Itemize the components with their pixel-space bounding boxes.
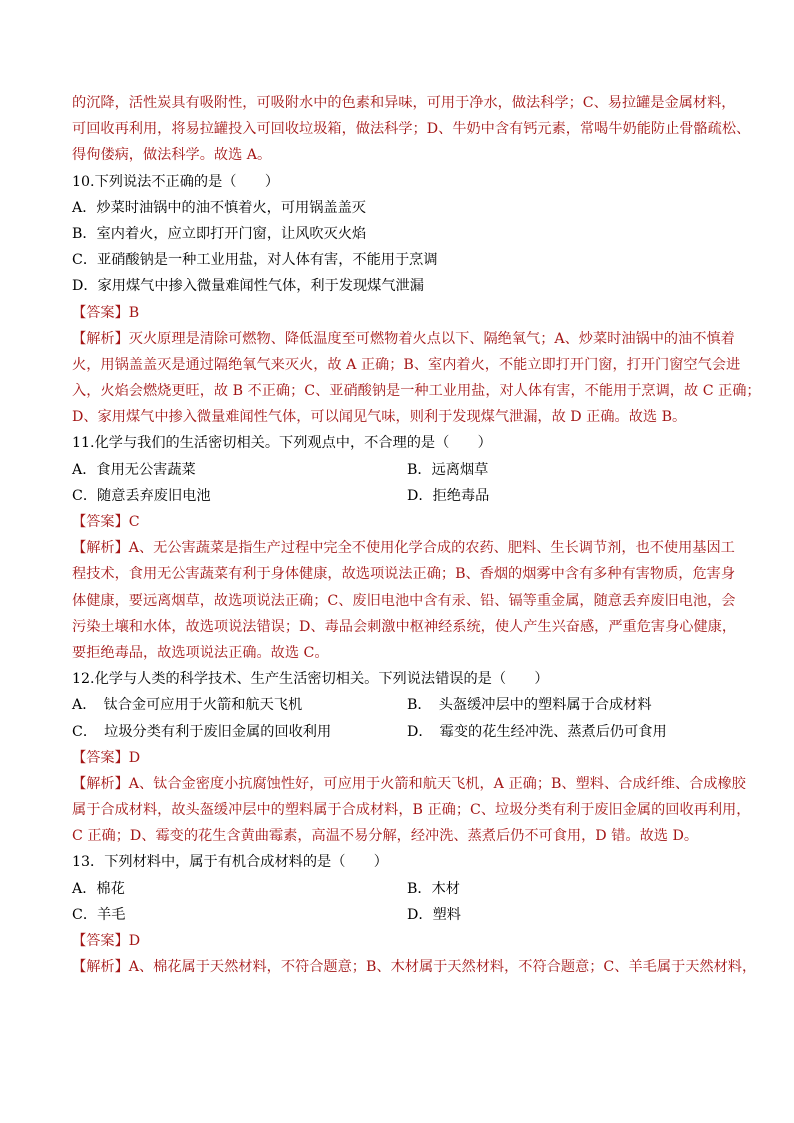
question-10-stem: 10.下列说法不正确的是（ ）	[72, 173, 280, 190]
option-d: D．塑料	[407, 906, 461, 923]
explanation-line: 火，用锅盖盖灭是通过隔绝氧气来灭火，故 A 正确；B、室内着火，不能立即打开门窗，打开门窗空气会进	[72, 356, 741, 373]
options-row	[72, 876, 724, 902]
option-c: C．随意丢弃废旧电池	[72, 487, 211, 504]
explanation-line: D、家用煤气中掺入微量难闻性气体，可以闻见气味，则利于发现煤气泄漏，故 D 正确。故选 B。	[72, 409, 687, 426]
answer-label: 【答案】C	[72, 514, 140, 530]
options-row	[72, 483, 724, 509]
question-12-stem: 12.化学与人类的科学技术、生产生活密切相关。下列说法错误的是（ ）	[72, 671, 549, 688]
option-a: A． 钛合金可应用于火箭和航天飞机	[72, 697, 303, 714]
explanation-line: 要拒绝毒品，故选项说法正确。故选 C。	[72, 644, 329, 661]
explanation-line: 可回收再利用，将易拉罐投入可回收垃圾箱，做法科学；D、牛奶中含有钙元素，常喝牛奶能防止骨骼疏松、	[72, 121, 751, 138]
explanation-line: 入，火焰会燃烧更旺，故 B 不正确；C、亚硝酸钠是一种工业用盐，对人体有害，不能用于烹调，故 C 正确；	[72, 383, 761, 400]
document-page	[72, 90, 761, 980]
option-d: D．拒绝毒品	[407, 487, 490, 504]
options-row	[72, 457, 724, 483]
explanation-line: C 正确；D、霉变的花生含黄曲霉素，高温不易分解，经冲洗、蒸煮后仍不可食用，D 错。故选 D。	[72, 828, 699, 845]
explanation-line: 【解析】A、钛合金密度小抗腐蚀性好，可应用于火箭和航天飞机，A 正确；B、塑料、合成纤维、合成橡胶	[72, 775, 746, 792]
option-c: C． 垃圾分类有利于废旧金属的回收利用	[72, 723, 332, 740]
options-row	[72, 902, 724, 928]
options-row	[72, 719, 724, 745]
option-a: A．炒菜时油锅中的油不慎着火，可用锅盖盖灭	[72, 199, 366, 216]
option-b: B．木材	[407, 880, 460, 897]
explanation-line: 程技术，食用无公害蔬菜有利于身体健康，故选项说法正确；B、香烟的烟雾中含有多种有害物质，危害身	[72, 566, 736, 583]
explanation-line: 污染土壤和水体，故选项说法错误；D、毒品会刺激中枢神经系统，使人产生兴奋感，严重危害身心健康，	[72, 618, 737, 635]
option-d: D． 霉变的花生经冲洗、蒸煮后仍可食用	[407, 723, 667, 740]
explanation-line: 的沉降，活性炭具有吸附性，可吸附水中的色素和异味，可用于净水，做法科学；C、易拉罐是金属材料，	[72, 95, 736, 111]
option-a: A．棉花	[72, 880, 125, 897]
option-c: C．羊毛	[72, 906, 126, 923]
option-b: B． 头盔缓冲层中的塑料属于合成材料	[407, 697, 652, 714]
answer-label: 【答案】D	[72, 749, 141, 766]
explanation-line: 得佝偻病，做法科学。故选 A。	[72, 147, 272, 164]
explanation-line: 体健康，要远离烟草，故选项说法正确；C、废旧电池中含有汞、铅、镉等重金属，随意丢弃废旧电池，会	[72, 592, 736, 609]
question-11-stem: 11.化学与我们的生活密切相关。下列观点中，不合理的是（ ）	[72, 435, 492, 452]
options-row	[72, 692, 724, 718]
answer-label: 【答案】B	[72, 304, 140, 321]
answer-label: 【答案】D	[72, 933, 141, 949]
question-13-stem: 13．下列材料中，属于有机合成材料的是（ ）	[72, 854, 388, 871]
explanation-line: 【解析】灭火原理是清除可燃物、降低温度至可燃物着火点以下、隔绝氧气；A、炒菜时油锅中的油不慎着	[72, 330, 735, 347]
option-a: A．食用无公害蔬菜	[72, 461, 196, 478]
option-d: D．家用煤气中掺入微量难闻性气体，利于发现煤气泄漏	[72, 278, 424, 295]
explanation-line: 属于合成材料，故头盔缓冲层中的塑料属于合成材料，B 正确；C、垃圾分类有利于废旧金属的回收再利用，	[72, 802, 751, 819]
option-b: B．远离烟草	[407, 461, 489, 478]
explanation-line: 【解析】A、棉花属于天然材料，不符合题意；B、木材属于天然材料，不符合题意；C、羊毛属于天然材料，	[72, 959, 757, 976]
explanation-line: 【解析】A、无公害蔬菜是指生产过程中完全不使用化学合成的农药、肥料、生长调节剂，也不使用基因工	[72, 540, 735, 557]
option-c: C．亚硝酸钠是一种工业用盐，对人体有害，不能用于烹调	[72, 252, 438, 269]
option-b: B．室内着火，应立即打开门窗，让风吹灭火焰	[72, 225, 367, 242]
